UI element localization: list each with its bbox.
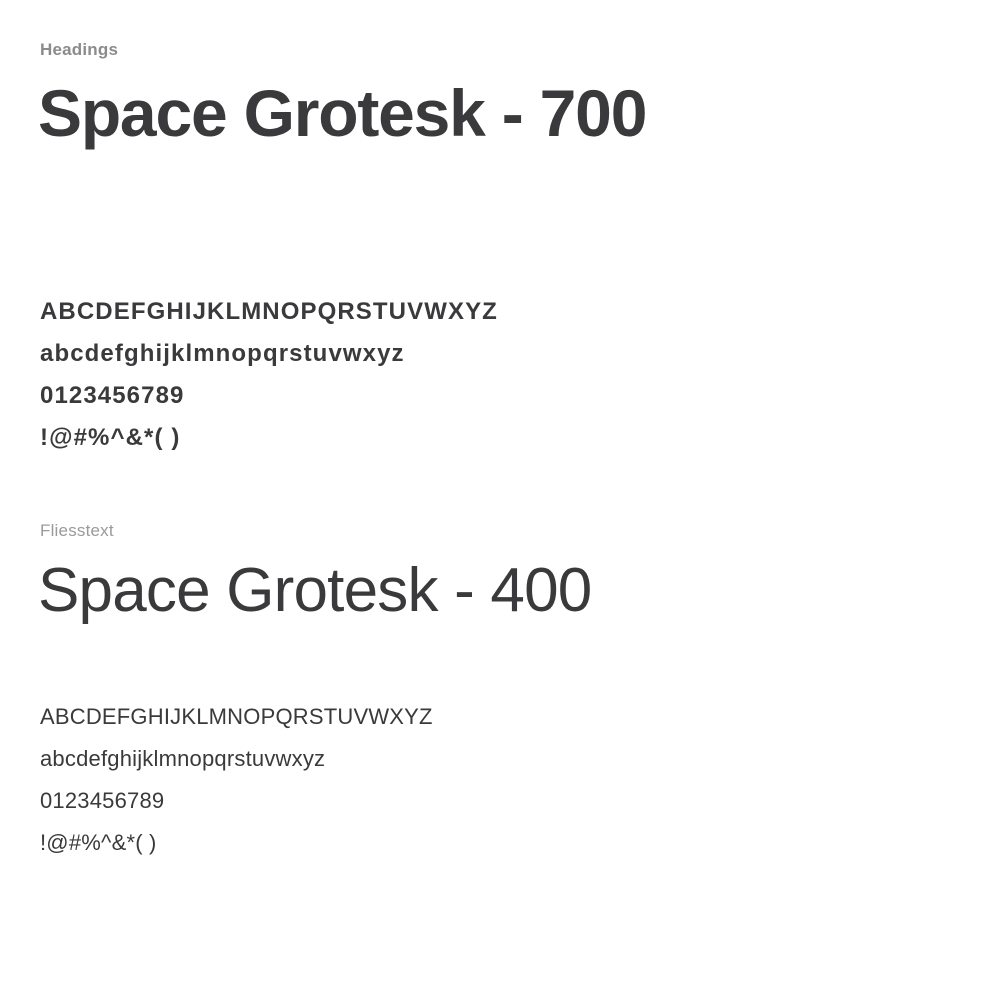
headings-lowercase-glyphs: abcdefghijklmnopqrstuvwxyz <box>40 340 405 367</box>
headings-section-label: Headings <box>40 40 119 59</box>
headings-specimen-title: Space Grotesk - 700 <box>38 76 647 150</box>
headings-digit-glyphs: 0123456789 <box>40 382 185 409</box>
body-specimen-title: Space Grotesk - 400 <box>38 556 592 625</box>
body-lowercase-glyphs: abcdefghijklmnopqrstuvwxyz <box>40 746 326 771</box>
body-uppercase-glyphs: ABCDEFGHIJKLMNOPQRSTUVWXYZ <box>40 704 433 729</box>
headings-symbol-glyphs: !@#%^&*( ) <box>40 424 181 451</box>
body-symbol-glyphs: !@#%^&*( ) <box>40 830 157 855</box>
headings-uppercase-glyphs: ABCDEFGHIJKLMNOPQRSTUVWXYZ <box>40 298 498 325</box>
body-section-label: Fliesstext <box>40 521 114 540</box>
body-digit-glyphs: 0123456789 <box>40 788 165 813</box>
